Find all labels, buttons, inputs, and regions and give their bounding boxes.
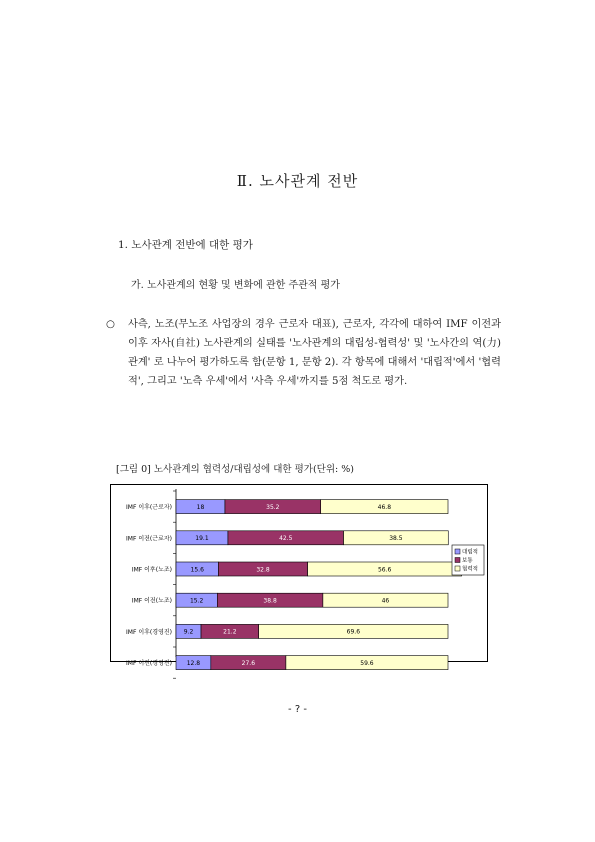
data-label: 32.8 xyxy=(256,566,270,574)
figure-caption: [그림 0] 노사관계의 협력성/대립성에 대한 평가(단위: %) xyxy=(116,464,354,475)
data-label: 27.6 xyxy=(241,659,256,667)
chart-frame xyxy=(110,484,488,668)
legend-label: 보통 xyxy=(462,558,473,565)
legend-label: 협력적 xyxy=(462,566,478,573)
data-label: 15.6 xyxy=(190,566,204,574)
legend-swatch xyxy=(455,558,460,563)
category-label: IMF 이후(근로자) xyxy=(126,504,172,512)
paragraph-text: 사측, 노조(무노조 사업장의 경우 근로자 대표), 근로자, 각각에 대하여 IMF 이전과 이후 자사(自社) 노사관계의 실태를 '노사관계의 대립성-협력성' 및 '노사간의 역(力)관계' 로 나누어 평가하도록 함(문항 1, 문항 2). 각 항목에 대해서 '대립적'에서 '협력적', 그리고 '노측 우세'에서 '사측 우세'까지를 5점 척도로 평가. xyxy=(128,319,501,387)
body-paragraph xyxy=(106,315,501,391)
legend-swatch xyxy=(455,549,460,554)
data-label: 59.6 xyxy=(360,659,374,667)
page-number: - ? - xyxy=(288,704,307,715)
legend-label: 대립적 xyxy=(462,549,478,556)
data-label: 18 xyxy=(196,503,205,511)
category-label: IMF 이전(경영진) xyxy=(126,660,172,668)
chapter-heading: Ⅱ. 노사관계 전반 xyxy=(236,172,359,190)
category-label: IMF 이전(노조) xyxy=(131,597,172,605)
data-label: 46.8 xyxy=(377,503,392,511)
data-label: 46 xyxy=(381,597,390,605)
data-label: 56.6 xyxy=(377,566,392,574)
category-label: IMF 이전(근로자) xyxy=(126,535,172,543)
data-label: 21.2 xyxy=(223,628,237,636)
data-label: 15.2 xyxy=(189,597,204,605)
data-label: 42.5 xyxy=(279,535,293,543)
stacked-bar-chart xyxy=(111,485,487,668)
data-label: 9.2 xyxy=(183,628,194,636)
category-label: IMF 이후(경영진) xyxy=(126,628,172,636)
data-label: 69.6 xyxy=(346,628,361,636)
data-label: 19.1 xyxy=(195,535,209,543)
section-heading: 1. 노사관계 전반에 대한 평가 xyxy=(118,239,253,251)
legend-swatch xyxy=(455,566,460,571)
circle-bullet-icon: ○ xyxy=(106,319,115,330)
subsection-heading: 가. 노사관계의 현황 및 변화에 관한 주관적 평가 xyxy=(131,280,340,291)
category-label: IMF 이후(노조) xyxy=(131,566,172,574)
data-label: 35.2 xyxy=(266,503,280,511)
data-label: 12.8 xyxy=(186,659,201,667)
data-label: 38.5 xyxy=(389,535,403,543)
data-label: 38.8 xyxy=(263,597,277,605)
